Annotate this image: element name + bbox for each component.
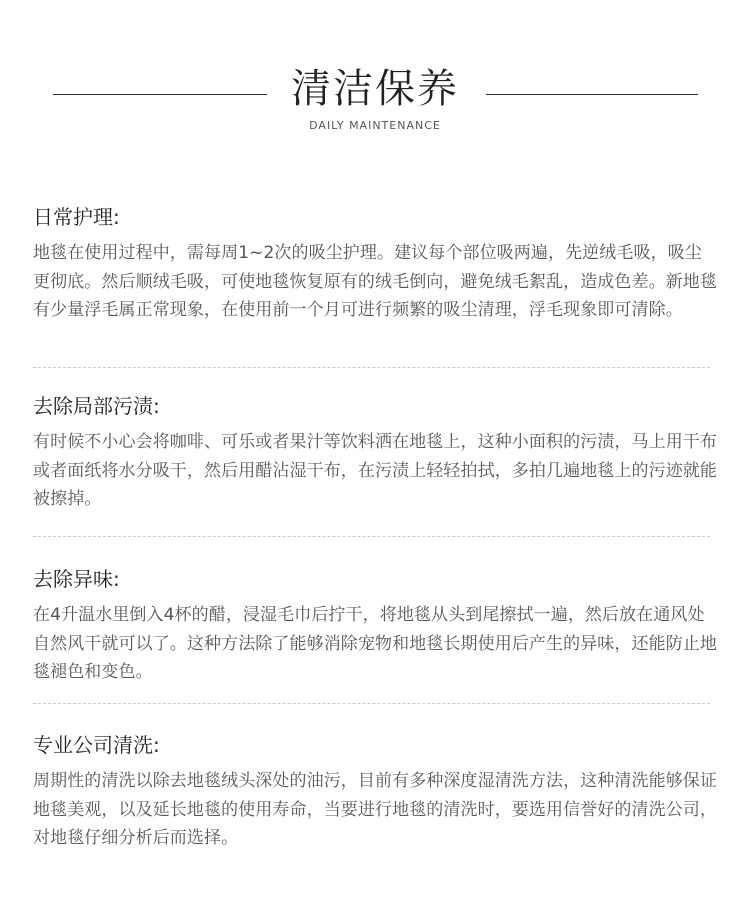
section-body: 在4升温水里倒入4杯的醋，浸湿毛巾后拧干，将地毯从头到尾擦拭一遍，然后放在通风处自然风干就可以了。这种方法除了能够消除宠物和地毯长期使用后产生的异味，还能防止地毯褪色和变色。 [33,605,717,682]
page-subtitle: DAILY MAINTENANCE [309,119,441,132]
page-title: 清洁保养 [291,66,459,112]
section-divider [33,536,710,537]
section-professional-cleaning [33,731,718,853]
section-body: 周期性的清洗以除去地毯绒头深处的油污，目前有多种深度湿清洗方法，这种清洗能够保证地毯美观，以及延长地毯的使用寿命，当要进行地毯的清洗时，要选用信誉好的清洗公司，对地毯仔细分析后而选择。 [33,771,717,848]
section-heading: 日常护理: [33,205,120,229]
section-divider [33,367,710,368]
section-stain-removal [33,392,718,514]
page-header [0,0,750,150]
section-divider [33,703,710,704]
section-body: 有时候不小心会将咖啡、可乐或者果汁等饮料洒在地毯上，这种小面积的污渍，马上用干布或者面纸将水分吸干，然后用醋沾湿干布，在污渍上轻轻拍拭，多拍几遍地毯上的污迹就能被擦掉。 [33,432,717,509]
title-rule-right [486,94,698,95]
section-odor-removal [33,565,718,687]
section-heading: 专业公司清洗: [33,733,160,757]
section-daily-care [33,203,718,325]
section-heading: 去除局部污渍: [33,394,160,418]
section-body: 地毯在使用过程中，需每周1~2次的吸尘护理。建议每个部位吸两遍，先逆绒毛吸，吸尘更彻底。然后顺绒毛吸，可使地毯恢复原有的绒毛倒向，避免绒毛絮乱，造成色差。新地毯有少量浮毛属正常现象，在使用前一个月可进行频繁的吸尘清理，浮毛现象即可清除。 [33,243,717,320]
section-heading: 去除异味: [33,567,120,591]
